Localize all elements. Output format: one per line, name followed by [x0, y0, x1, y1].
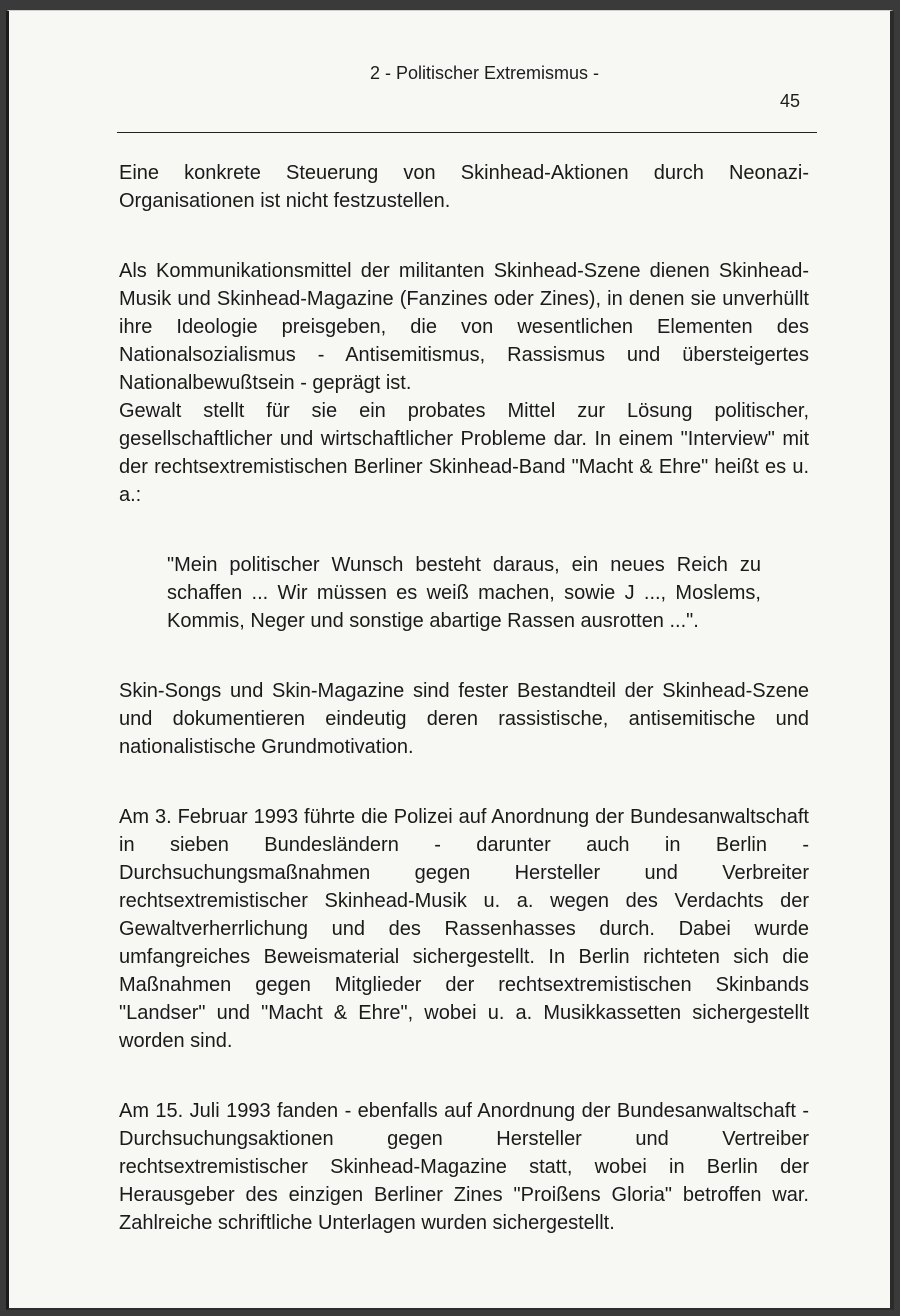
page-number: 45: [779, 91, 800, 111]
paragraph-1: Eine konkrete Steuerung von Skinhead-Aktionen durch Neonazi-Organisationen ist nicht festzustellen.: [119, 162, 809, 212]
paragraph-4: Skin-Songs und Skin-Magazine sind fester Bestandteil der Skinhead-Szene und dokumentieren eindeutig deren rassistische, antisemitische und nationalistische Grundmotivation.: [119, 680, 809, 758]
header-rule: [117, 132, 817, 133]
paragraph-5: Am 3. Februar 1993 führte die Polizei auf Anordnung der Bundesanwaltschaft in sieben Bundesländern - darunter auch in Berlin - Durchsuchungsmaßnahmen gegen Hersteller und Verbreiter rechtsextremistischer Skinhead-Musik u. a. wegen des Verdachts der Gewaltverherrlichung und des Rassenhasses durch. Dabei wurde umfangreiches Beweismaterial sichergestellt. In Berlin richteten sich die Maßnahmen gegen Mitglieder der rechtsextremistischen Skinbands "Landser" und "Macht & Ehre", wobei u. a. Musikkassetten sichergestellt worden sind.: [119, 806, 809, 1052]
paragraph-2: Als Kommunikationsmittel der militanten Skinhead-Szene dienen Skinhead-Musik und Skinhead-Magazine (Fanzines oder Zines), in denen sie unverhüllt ihre Ideologie preisgeben, die von wesentlichen Elementen des Nationalsozialismus - Antisemitismus, Rassismus und übersteigertes Nationalbewußtsein - geprägt ist.: [119, 260, 809, 394]
running-header: 2 - Politischer Extremismus -: [369, 63, 600, 83]
document-page: [6, 10, 894, 1310]
body-text: [119, 159, 809, 1237]
paragraph-3: Gewalt stellt für sie ein probates Mittel zur Lösung politischer, gesellschaftlicher und wirtschaftlicher Probleme dar. In einem "Interview" mit der rechtsextremistischen Berliner Skinhead-Band "Macht & Ehre" heißt es u. a.:: [119, 400, 809, 506]
block-quote: "Mein politischer Wunsch besteht daraus, ein neues Reich zu schaffen ... Wir müssen es weiß machen, sowie J ..., Moslems, Kommis, Neger und sonstige abartige Rassen ausrotten ...".: [167, 554, 761, 632]
paragraph-6: Am 15. Juli 1993 fanden - ebenfalls auf Anordnung der Bundesanwaltschaft - Durchsuchungsaktionen gegen Hersteller und Vertreiber rechtsextremistischer Skinhead-Magazine statt, wobei in Berlin der Herausgeber des einzigen Berliner Zines "Proißens Gloria" betroffen war. Zahlreiche schriftliche Unterlagen wurden sichergestellt.: [119, 1100, 809, 1234]
